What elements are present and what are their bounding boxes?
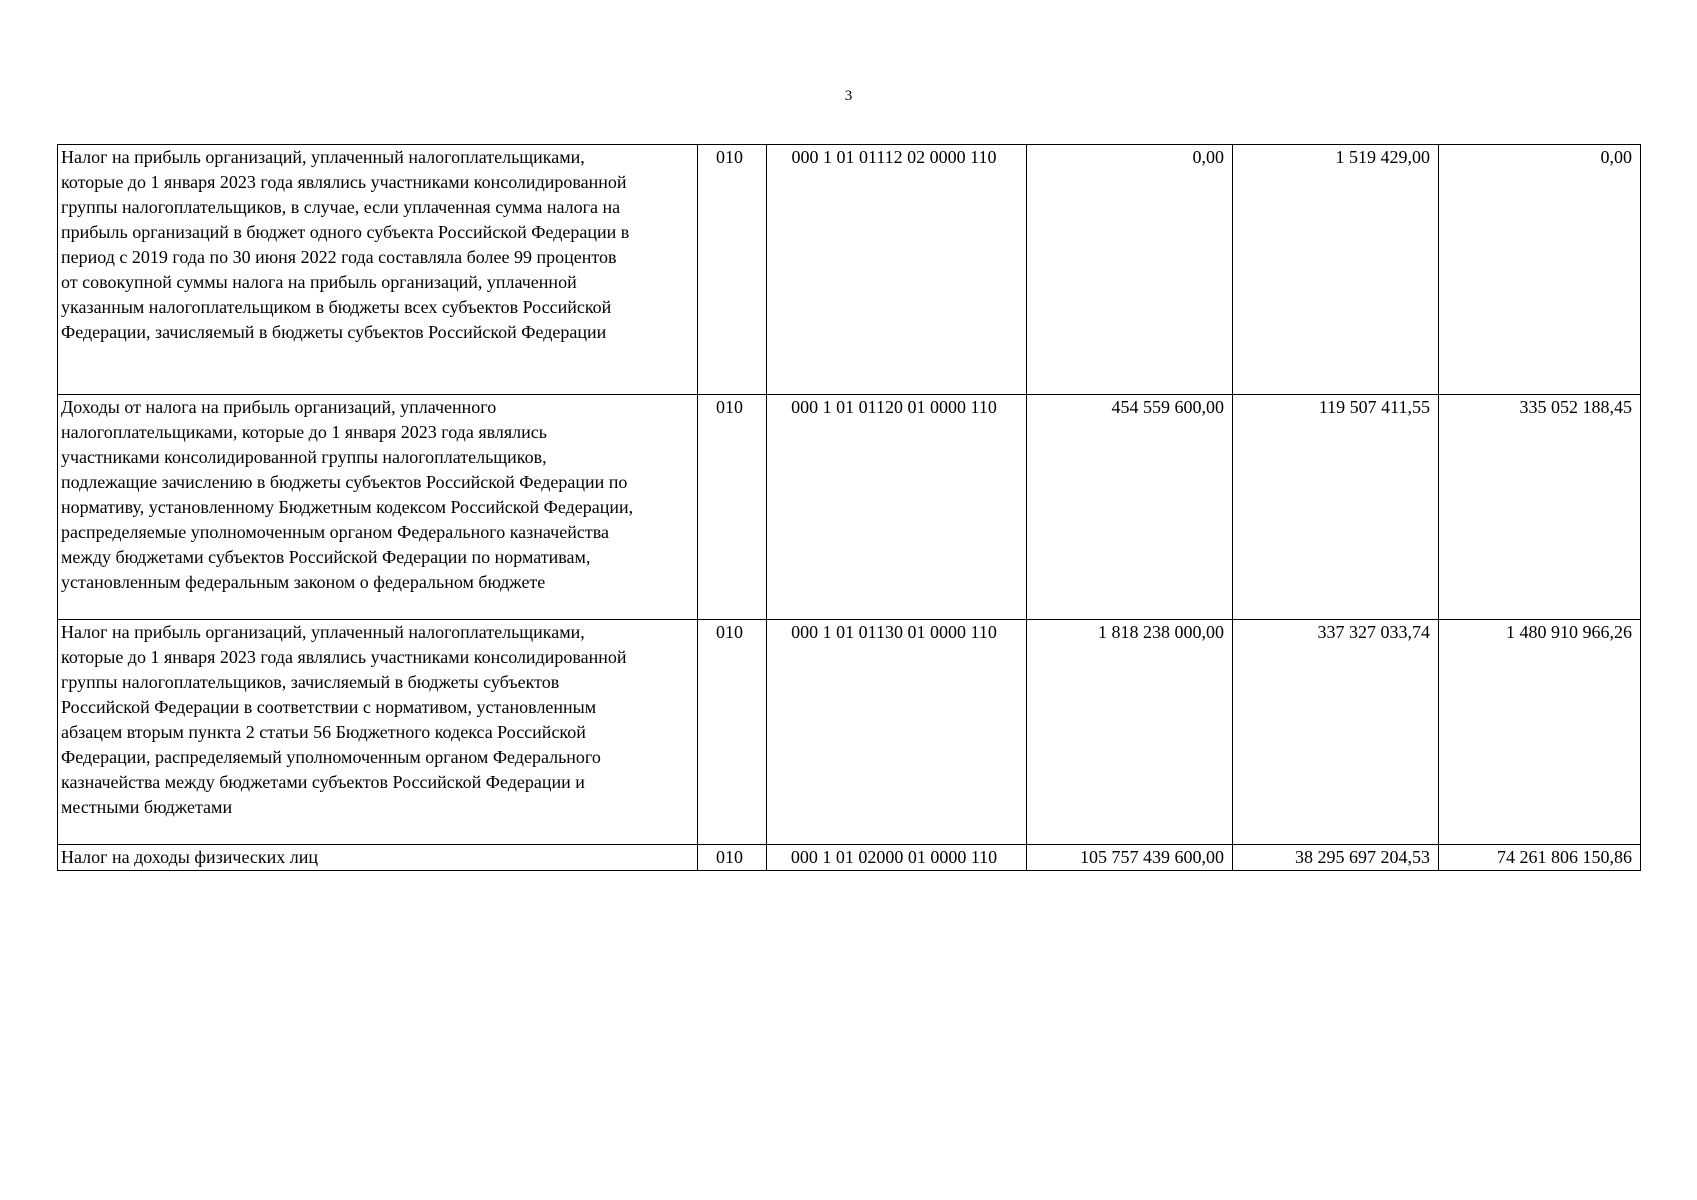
approved-cell: 105 757 439 600,00: [1027, 845, 1233, 871]
line-code-cell: 010: [698, 395, 767, 620]
income-name-cell: Налог на прибыль организаций, уплаченный налогоплательщиками, которые до 1 января 2023 года являлись участниками консолидированной группы налогоплательщиков, в случае, если уплаченная сумма налога на прибыль организаций в бюджет одного субъекта Российской Федерации в период с 2019 года по 30 июня 2022 года составляла более 99 процентов от совокупной суммы налога на прибыль организаций, уплаченной указанным налогоплательщиком в бюджеты всех субъектов Российской Федерации, зачисляемый в бюджеты субъектов Российской Федерации: [58, 145, 698, 395]
approved-cell: 454 559 600,00: [1027, 395, 1233, 620]
budget-code-cell: 000 1 01 01112 02 0000 110: [767, 145, 1027, 395]
line-code-cell: 010: [698, 845, 767, 871]
income-name-cell: Налог на прибыль организаций, уплаченный налогоплательщиками, которые до 1 января 2023 года являлись участниками консолидированной группы налогоплательщиков, зачисляемый в бюджеты субъектов Российской Федерации в соответствии с нормативом, установленным абзацем вторым пункта 2 статьи 56 Бюджетного кодекса Российской Федерации, распределяемый уполномоченным органом Федерального казначейства между бюджетами субъектов Российской Федерации и местными бюджетами: [58, 620, 698, 845]
unexecuted-cell: 74 261 806 150,86: [1439, 845, 1641, 871]
budget-code-cell: 000 1 01 01130 01 0000 110: [767, 620, 1027, 845]
approved-cell: 0,00: [1027, 145, 1233, 395]
table-row: [58, 620, 1641, 845]
table-row: [58, 845, 1641, 871]
executed-cell: 1 519 429,00: [1233, 145, 1439, 395]
executed-cell: 38 295 697 204,53: [1233, 845, 1439, 871]
table-row: [58, 395, 1641, 620]
income-name-cell: Налог на доходы физических лиц: [58, 845, 698, 871]
approved-cell: 1 818 238 000,00: [1027, 620, 1233, 845]
income-table: [57, 144, 1641, 871]
income-name-cell: Доходы от налога на прибыль организаций, уплаченного налогоплательщиками, которые до 1 января 2023 года являлись участниками консолидированной группы налогоплательщиков, подлежащие зачислению в бюджеты субъектов Российской Федерации по нормативу, установленному Бюджетным кодексом Российской Федерации, распределяемые уполномоченным органом Федерального казначейства между бюджетами субъектов Российской Федерации по нормативам, установленным федеральным законом о федеральном бюджете: [58, 395, 698, 620]
table-row: [58, 145, 1641, 395]
line-code-cell: 010: [698, 620, 767, 845]
budget-code-cell: 000 1 01 01120 01 0000 110: [767, 395, 1027, 620]
unexecuted-cell: 0,00: [1439, 145, 1641, 395]
unexecuted-cell: 1 480 910 966,26: [1439, 620, 1641, 845]
line-code-cell: 010: [698, 145, 767, 395]
page-number: 3: [844, 88, 853, 104]
budget-code-cell: 000 1 01 02000 01 0000 110: [767, 845, 1027, 871]
executed-cell: 337 327 033,74: [1233, 620, 1439, 845]
unexecuted-cell: 335 052 188,45: [1439, 395, 1641, 620]
executed-cell: 119 507 411,55: [1233, 395, 1439, 620]
